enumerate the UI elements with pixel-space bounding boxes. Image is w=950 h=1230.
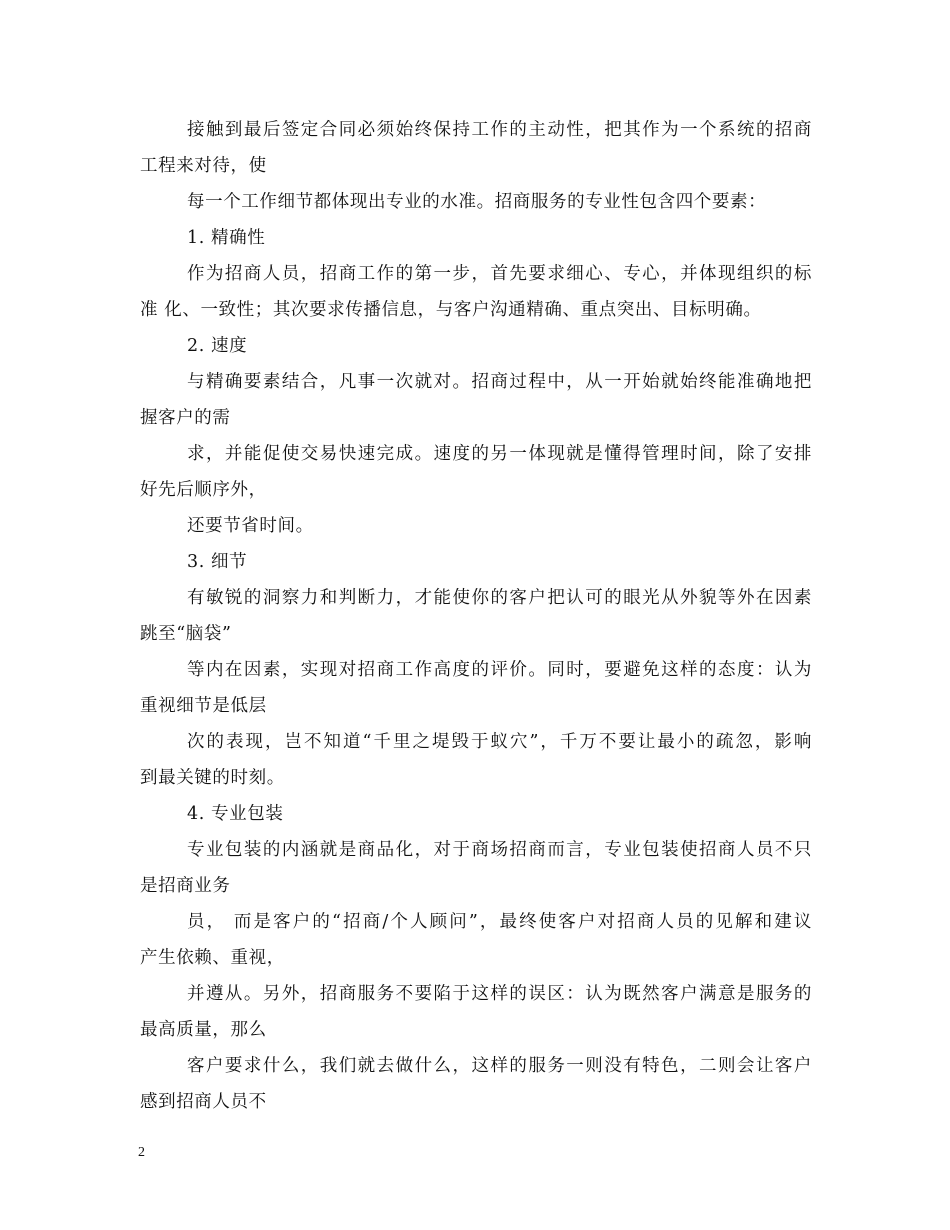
text-line: 员， 而是客户的“招商/个人顾问”，最终使客户对招商人员的见解和建议 — [187, 912, 812, 932]
page-number: 2 — [138, 1145, 145, 1160]
text-line: 客户要求什么，我们就去做什么，这样的服务一则没有特色，二则会让客户 — [187, 1056, 812, 1076]
text-line: 跳至“脑袋” — [140, 624, 232, 644]
text-line: 求，并能促使交易快速完成。速度的另一体现就是懂得管理时间，除了安排 — [187, 444, 812, 464]
text-line: 好先后顺序外， — [140, 480, 267, 500]
text-line: 并遵从。另外，招商服务不要陷于这样的误区：认为既然客户满意是服务的 — [187, 984, 812, 1004]
text-line: 感到招商人员不 — [140, 1092, 267, 1112]
text-line: 接触到最后签定合同必须始终保持工作的主动性，把其作为一个系统的招商 — [187, 120, 812, 140]
text-line: 重视细节是低层 — [140, 696, 267, 716]
text-line: 1. 精确性 — [187, 228, 266, 248]
text-line: 3. 细节 — [187, 552, 248, 572]
text-line: 每一个工作细节都体现出专业的水准。招商服务的专业性包含四个要素： — [187, 192, 767, 212]
text-line: 产生依赖、重视， — [140, 948, 285, 968]
text-line: 到最关键的时刻。 — [140, 768, 285, 788]
text-line: 次的表现，岂不知道“千里之堤毁于蚁穴”，千万不要让最小的疏忽，影响 — [187, 732, 812, 752]
text-line: 是招商业务 — [140, 876, 231, 896]
text-line: 2. 速度 — [187, 336, 248, 356]
text-line: 等内在因素，实现对招商工作高度的评价。同时，要避免这样的态度：认为 — [187, 660, 812, 680]
text-line: 准 化、一致性；其次要求传播信息，与客户沟通精确、重点突出、目标明确。 — [140, 300, 762, 320]
text-line: 4. 专业包装 — [187, 804, 284, 824]
text-line: 与精确要素结合，凡事一次就对。招商过程中，从一开始就始终能准确地把 — [187, 372, 812, 392]
text-line: 有敏锐的洞察力和判断力，才能使你的客户把认可的眼光从外貌等外在因素 — [187, 588, 812, 608]
text-line: 最高质量，那么 — [140, 1020, 267, 1040]
text-line: 握客户的需 — [140, 408, 231, 428]
text-line: 工程来对待，使 — [140, 156, 267, 176]
text-line: 专业包装的内涵就是商品化，对于商场招商而言，专业包装使招商人员不只 — [187, 840, 812, 860]
body-text — [140, 112, 812, 1120]
text-line: 作为招商人员，招商工作的第一步，首先要求细心、专心，并体现组织的标 — [187, 264, 812, 284]
text-line: 还要节省时间。 — [187, 516, 314, 536]
